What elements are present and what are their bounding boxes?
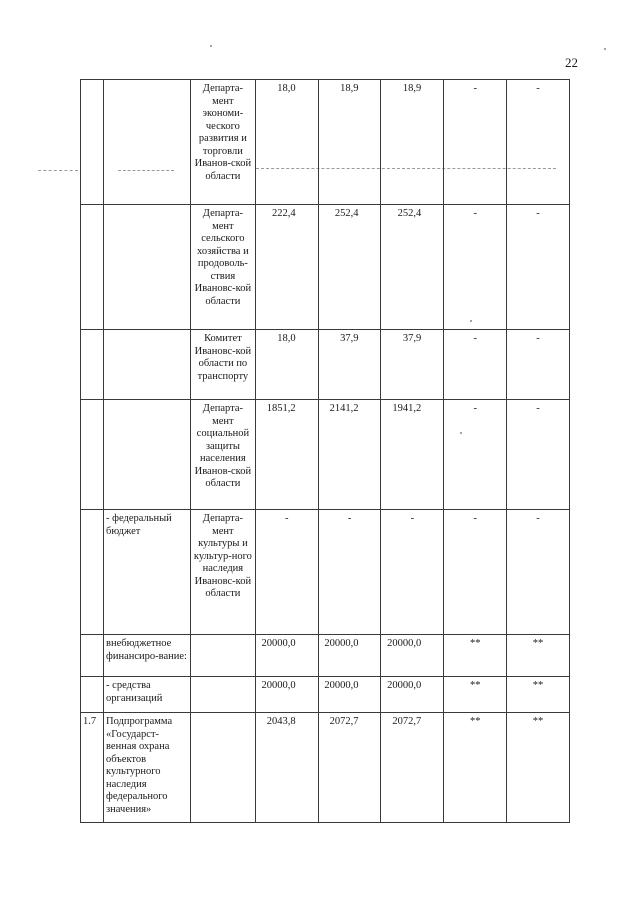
row-number-cell [81, 635, 104, 677]
value-cell-3: - [381, 510, 444, 635]
value-cell-5: - [507, 510, 570, 635]
funding-source-cell: Подпрограмма «Государст-венная охрана объектов культурного наследия федерального значения» [104, 713, 191, 823]
table-row [81, 677, 570, 713]
value-cell-4: - [444, 510, 507, 635]
table-row [81, 205, 570, 330]
table-row [81, 713, 570, 823]
scan-artifact-line [38, 170, 78, 171]
value-cell-1: 222,4 [255, 205, 318, 330]
funding-source-cell: - средства организаций [104, 677, 191, 713]
value-cell-4: ** [444, 635, 507, 677]
funding-source-cell: - федеральный бюджет [104, 510, 191, 635]
value-cell-4: - [444, 330, 507, 400]
value-cell-5: - [507, 80, 570, 205]
funding-source-cell [104, 400, 191, 510]
value-cell-4: ** [444, 677, 507, 713]
executor-cell: Департа-мент культуры и культур-ного наследия Ивановс-кой области [190, 510, 255, 635]
table-row [81, 400, 570, 510]
value-cell-5: ** [507, 635, 570, 677]
value-cell-1: - [255, 510, 318, 635]
value-cell-1: 1851,2 [255, 400, 318, 510]
funding-source-cell [104, 205, 191, 330]
value-cell-1: 18,0 [255, 80, 318, 205]
value-cell-4: - [444, 80, 507, 205]
table-row [81, 330, 570, 400]
page-number: 22 [565, 55, 578, 70]
value-cell-3: 1941,2 [381, 400, 444, 510]
value-cell-1: 2043,8 [255, 713, 318, 823]
scan-speck [604, 48, 606, 50]
value-cell-2: 20000,0 [318, 677, 381, 713]
row-number-cell [81, 677, 104, 713]
value-cell-3: 252,4 [381, 205, 444, 330]
value-cell-4: - [444, 205, 507, 330]
executor-cell: Департа-мент сельского хозяйства и продоволь-ствия Ивановс-кой области [190, 205, 255, 330]
executor-cell: Комитет Ивановс-кой области по транспорту [190, 330, 255, 400]
value-cell-4: - [444, 400, 507, 510]
table-row [81, 635, 570, 677]
value-cell-3: 20000,0 [381, 677, 444, 713]
row-number-cell [81, 330, 104, 400]
value-cell-5: - [507, 400, 570, 510]
funding-source-cell [104, 330, 191, 400]
executor-cell [190, 713, 255, 823]
executor-cell [190, 635, 255, 677]
value-cell-2: 252,4 [318, 205, 381, 330]
table-row [81, 510, 570, 635]
executor-cell: Департа-мент экономи-ческого развития и торговли Иванов-ской области [190, 80, 255, 205]
budget-table [80, 79, 570, 823]
value-cell-3: 37,9 [381, 330, 444, 400]
row-number-cell [81, 510, 104, 635]
row-number-cell [81, 205, 104, 330]
value-cell-2: 18,9 [318, 80, 381, 205]
scan-speck [210, 45, 212, 47]
value-cell-1: 20000,0 [255, 677, 318, 713]
value-cell-3: 20000,0 [381, 635, 444, 677]
value-cell-2: 37,9 [318, 330, 381, 400]
value-cell-5: ** [507, 677, 570, 713]
table-row [81, 80, 570, 205]
value-cell-5: ** [507, 713, 570, 823]
value-cell-4: ** [444, 713, 507, 823]
value-cell-3: 18,9 [381, 80, 444, 205]
value-cell-5: - [507, 205, 570, 330]
value-cell-3: 2072,7 [381, 713, 444, 823]
funding-source-cell [104, 80, 191, 205]
value-cell-2: 2141,2 [318, 400, 381, 510]
value-cell-2: 2072,7 [318, 713, 381, 823]
row-number-cell [81, 400, 104, 510]
executor-cell: Департа-мент социальной защиты населения Иванов-ской области [190, 400, 255, 510]
funding-source-cell: внебюджетное финансиро-вание: [104, 635, 191, 677]
value-cell-1: 20000,0 [255, 635, 318, 677]
row-number-cell: 1.7 [81, 713, 104, 823]
row-number-cell [81, 80, 104, 205]
value-cell-2: 20000,0 [318, 635, 381, 677]
executor-cell [190, 677, 255, 713]
value-cell-2: - [318, 510, 381, 635]
value-cell-1: 18,0 [255, 330, 318, 400]
value-cell-5: - [507, 330, 570, 400]
